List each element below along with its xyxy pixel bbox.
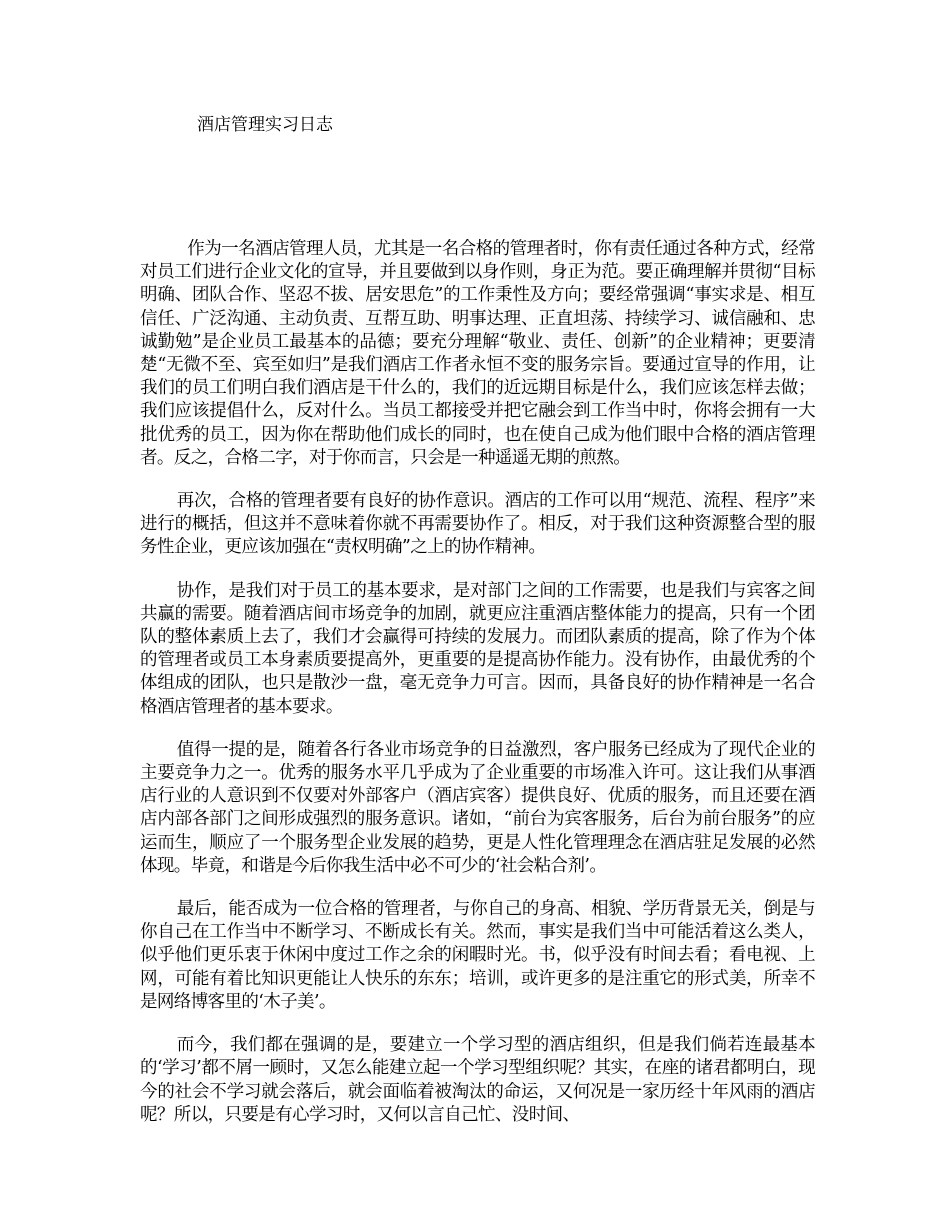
document-body xyxy=(140,238,815,1147)
paragraph-3: 协作，是我们对于员工的基本要求，是对部门之间的工作需要，也是我们与宾客之间共赢的需要。随着酒店间市场竞争的加剧，就更应注重酒店整体能力的提高，只有一个团队的整体素质上去了，我们才会赢得可持续的发展力。而团队素质的提高，除了作为个体的管理者或员工本身素质要提高外，更重要的是提高协作能力。没有协作，由最优秀的个体组成的团队，也只是散沙一盘，毫无竞争力可言。因而，具备良好的协作精神是一名合格酒店管理者的基本要求。 xyxy=(140,580,815,717)
paragraph-2: 再次，合格的管理者要有良好的协作意识。酒店的工作可以用“规范、流程、程序”来进行的概括，但这并不意味着你就不再需要协作了。相反，对于我们这种资源整合型的服务性企业，更应该加强在“责权明确”之上的协作精神。 xyxy=(140,491,815,558)
paragraph-5: 最后，能否成为一位合格的管理者，与你自己的身高、相貌、学历背景无关，倒是与你自己在工作当中不断学习、不断成长有关。然而，事实是我们当中可能活着这么类人，似乎他们更乐衷于休闲中度过工作之余的闲暇时光。书，似乎没有时间去看；看电视、上网，可能有着比知识更能让人快乐的东东；培训，或许更多的是注重它的形式美，所幸不是网络博客里的‘木子美’。 xyxy=(140,899,815,1012)
document-title: 酒店管理实习日志 xyxy=(197,115,333,135)
paragraph-6: 而今，我们都在强调的是，要建立一个学习型的酒店组织，但是我们倘若连最基本的‘学习’都不屑一顾时，又怎么能建立起一个学习型组织呢？其实，在座的诸君都明白，现今的社会不学习就会落后，就会面临着被淘汰的命运，又何况是一家历经十年风雨的酒店呢？所以，只要是有心学习时，又何以言自己忙、没时间、 xyxy=(140,1035,815,1125)
paragraph-4: 值得一提的是，随着各行各业市场竞争的日益激烈，客户服务已经成为了现代企业的主要竞争力之一。优秀的服务水平几乎成为了企业重要的市场准入许可。这让我们从事酒店行业的人意识到不仅要对外部客户（酒店宾客）提供良好、优质的服务，而且还要在酒店内部各部门之间形成强烈的服务意识。诸如，“前台为宾客服务，后台为前台服务”的应运而生，顺应了一个服务型企业发展的趋势，更是人性化管理理念在酒店驻足发展的必然体现。毕竟，和谐是今后你我生活中必不可少的‘社会粘合剂’。 xyxy=(140,739,815,876)
paragraph-1: 作为一名酒店管理人员，尤其是一名合格的管理者时，你有责任通过各种方式，经常对员工们进行企业文化的宣导，并且要做到以身作则，身正为范。要正确理解并贯彻“目标明确、团队合作、坚忍不拔、居安思危”的工作秉性及方向；要经常强调“事实求是、相互信任、广泛沟通、主动负责、互帮互助、明事达理、正直坦荡、持续学习、诚信融和、忠诚勤勉”是企业员工最基本的品德；要充分理解“敬业、责任、创新”的企业精神；更要清楚“无微不至、宾至如归”是我们酒店工作者永恒不变的服务宗旨。要通过宣导的作用，让我们的员工们明白我们酒店是干什么的，我们的近远期目标是什么，我们应该怎样去做；我们应该提倡什么，反对什么。当员工都接受并把它融会到工作当中时，你将会拥有一大批优秀的员工，因为你在帮助他们成长的同时，也在使自己成为他们眼中合格的酒店管理者。反之，合格二字，对于你而言，只会是一种遥遥无期的煎熬。 xyxy=(140,239,815,468)
